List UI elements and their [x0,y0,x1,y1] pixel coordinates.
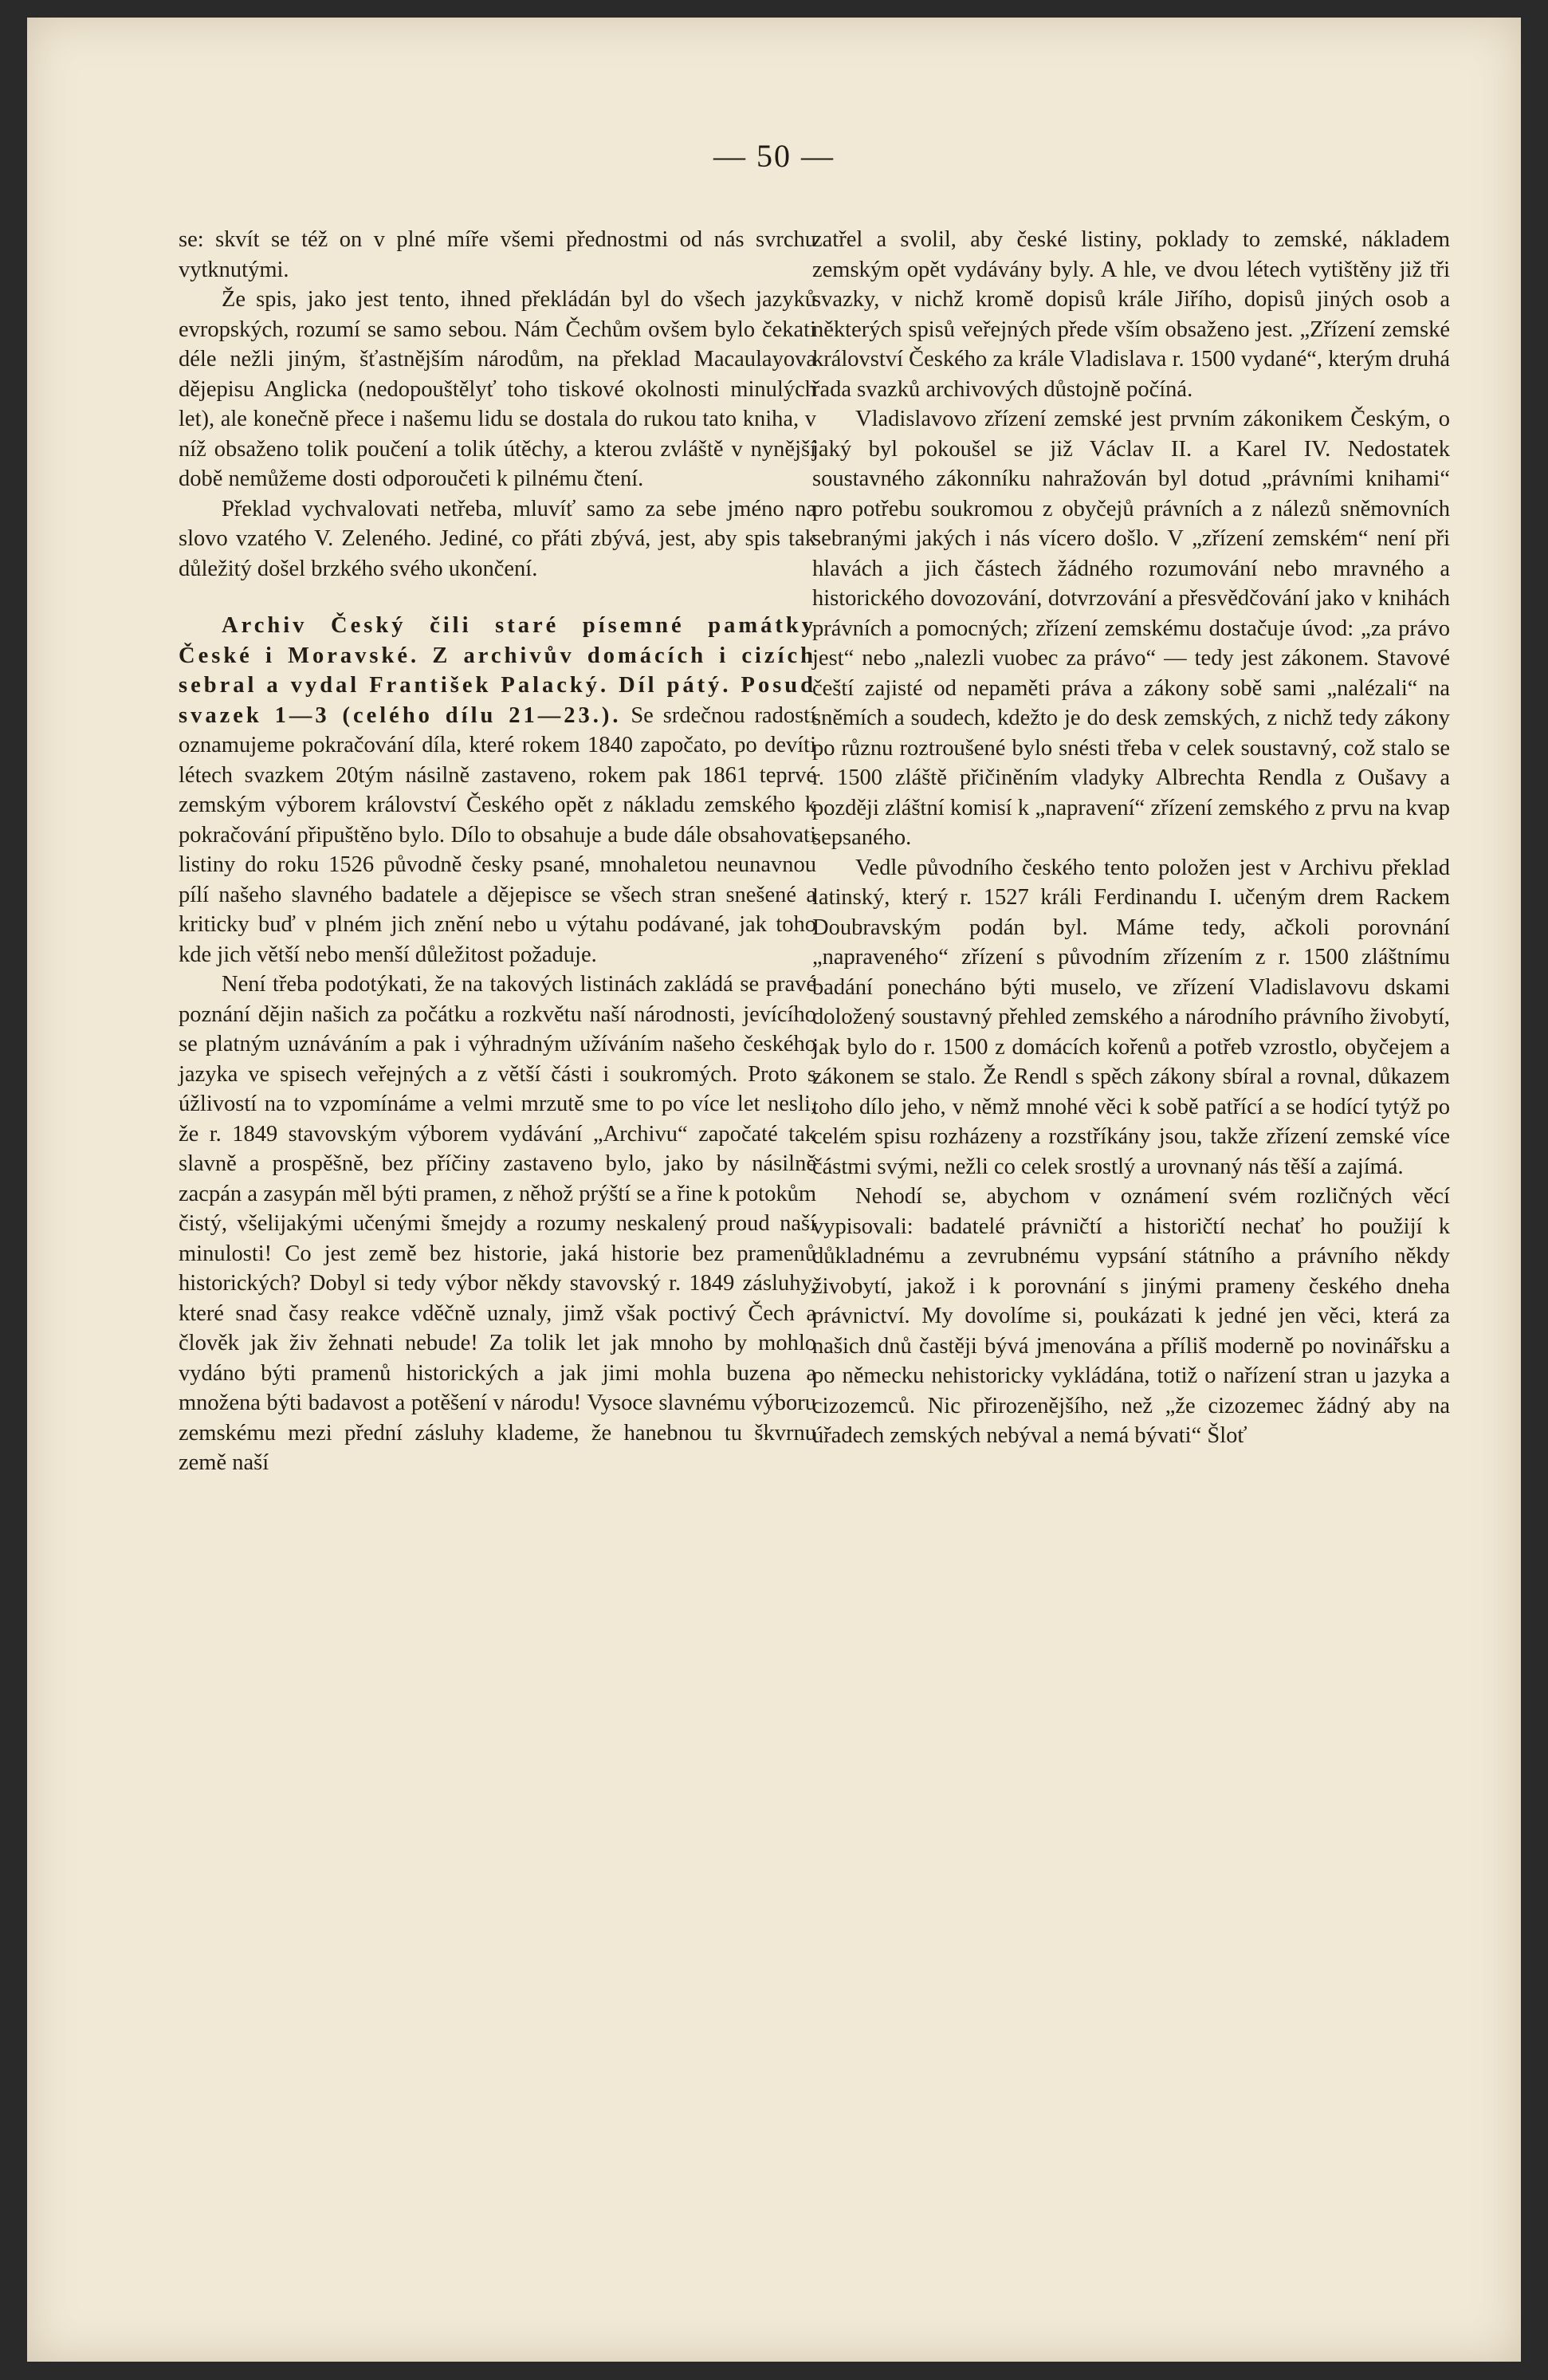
archiv-cesky-body: Se srdečnou radostí oznamujeme pokračování díla, které rokem 1840 započato, po devíti létech svazkem 20tým násilně zastaveno, rokem pak 1861 teprvé zemským výborem království Českého opět z nákladu zemského k pokračování připuštěno bylo. Dílo to obsahuje a bude dále obsahovati listiny do roku 1526 původně česky psané, mnohaletou neunavnou pílí našeho slavného badatele a dějepisce se všech stran snešené a kriticky buď v plném jich znění nebo u výtahu podávané, jak toho kde jich větší nebo menší důležitost požaduje. [179,702,817,967]
right-paragraph-2: Vladislavovo zřízení zemské jest prvním zákonikem Českým, o jaký byl pokoušel se již Václav II. a Karel IV. Nedostatek soustavného zákonníku nahražován byl dotud „právními knihami“ pro potřebu soukromou z obyčejů právních a z nálezů sněmovních sebranými jakých i nás vícero došlo. V „zřízení zemském“ není při hlavách a jich částech žádného rozumování nebo mravného a historického dovozování, dotvrzování a přesvědčování jako v knihách právních a pomocných; zřízení zemskému dostačuje úvod: „za právo jest“ nebo „nalezli vuobec za právo“ — tedy jest zákonem. Stavové čeští zajisté od nepaměti práva a zákony sobě sami „nalézali“ na sněmích a soudech, kdežto je do desk zemských, z nichž tedy zákony po různu roztroušené bylo snésti třeba v celek soustavný, což stalo se r. 1500 zláště přičiněním vladyky Albrechta Rendla z Oušavy a později zláštní komisí k „napravení“ zřízení zemského z prvu na kvap sepsaného. [812,407,1450,850]
right-paragraph-3: Vedle původního českého tento položen jest v Archivu překlad latinský, který r. 1527 králi Ferdinandu I. učeným drem Rackem Doubravským podán byl. Máme tedy, ačkoli porovnání „napraveného“ zřízení s původním zřízením z r. 1500 zláštnímu badání ponecháno býti muselo, ve zřízení Vladislavovu dskami doložený soustavný přehled zemského a národního právního živobytí, jak bylo do r. 1500 z domácích kořenů a potřeb vzrostlo, obyčejem a zákonem se stalo. Že Rendl s spěch zákony sbíral a rovnal, důkazem toho dílo jeho, v němž mnohé věci k sobě patřící a se hodící tytýž po celém spisu rozházeny a rozstříkány jsou, takže zřízení zemské více částmi svými, nežli co celek srostlý a urovnaný nás těší a zajímá. [812,855,1450,1179]
page-number: — 50 — [713,138,835,174]
right-column [812,225,1450,1451]
left-column [179,225,816,1478]
left-paragraph-5: Není třeba podotýkati, že na takových listinách zakládá se pravé poznání dějin našich za počátku a rozkvětu naší národnosti, jevícího se platným uznáváním a pak i výhradným užíváním našeho českého jazyka ve spisech veřejných a z větší části i soukromých. Proto s úžlivostí na to vzpomínáme a velmi mrzutě sme to po více let nesli, že r. 1849 stavovským výborem vydávání „Archivu“ započaté tak slavně a prospěšně, bez příčiny zastaveno bylo, jako by násilně zacpán a zasypán měl býti pramen, z něhož prýští se a řine k potokům čistý, všelijakými učenými šmejdy a rozumy neskalený proud naší minulosti! Co jest země bez historie, jaká historie bez pramenů historických? Dobyl si tedy výbor někdy stavovský r. 1849 zásluhy, které snad časy reakce vděčně uznaly, jimž však poctivý Čech a člověk jak živ žehnati nebude! Za tolik let jak mnoho by mohlo vydáno býti pramenů historických a jak jimi mohla buzena a množena býti badavost a potěšení v národu! Vysoce slavnému výboru zemskému mezi přední zásluhy klademe, že hanebnou tu škvrnu země naší [179,972,816,1475]
archiv-cesky-title: Archiv Český čili staré písemné památky České i Moravské. Z archivův domácích i cizích sebral a vydal František Palacký. Díl pátý. Posud svazek 1—3 (celého dílu 21—23.). [179,613,816,728]
page-sheet [27,18,1521,2362]
left-paragraph-4 [179,611,816,970]
right-paragraph-4: Nehodí se, abychom v oznámení svém rozličných věcí vypisovali: badatelé právničtí a historičtí nechať ho použijí k důkladnému a zevrubnému vypsání státního a právního někdy živobytí, jakož i k porovnání s jinými prameny českého dneha právnictví. My dovolíme si, poukázati k jedné jen věci, která za našich dnů častěji bývá jmenována a příliš moderně po novinářsku a po německu nehistoricky vykládána, totiž o nařízení stran u jazyka a cizozemců. Nic přirozenějšího, než „že cizozemec žádný aby na úřadech zemských nebýval a nemá bývati“ Šloť [812,1184,1450,1448]
left-paragraph-3: Překlad vychvalovati netřeba, mluvíť samo za sebe jméno na slovo vzatého V. Zeleného. Jediné, co přáti zbývá, jest, aby spis tak důležitý došel brzkého svého ukončení. [179,496,816,581]
right-paragraph-1: zatřel a svolil, aby české listiny, poklady to zemské, nákladem zemským opět vydávány byly. A hle, ve dvou létech vytištěny již tři svazky, v nichž kromě dopisů krále Jiřího, dopisů jiných osob a některých spisů veřejných přede vším obsaženo jest. „Zřízení zemské království Českého za krále Vladislava r. 1500 vydané“, kterým druhá řada svazků archivových důstojně počíná. [812,227,1450,402]
left-paragraph-1: se: skvít se též on v plné míře všemi přednostmi od nás svrchu vytknutými. [179,227,816,282]
left-paragraph-2: Že spis, jako jest tento, ihned překládán byl do všech jazyků evropských, rozumí se samo sebou. Nám Čechům ovšem bylo čekati déle nežli jiným, šťastnějším národům, na překlad Macaulayova dějepisu Anglicka (nedopouštělyť toho tiskové okolnosti minulých let), ale konečně přece i našemu lidu se dostala do rukou tato kniha, v níž obsaženo tolik poučení a tolik útěchy, a kterou zvláště v nynější době nemůžeme dosti odporoučeti k pilnému čtení. [179,287,816,491]
